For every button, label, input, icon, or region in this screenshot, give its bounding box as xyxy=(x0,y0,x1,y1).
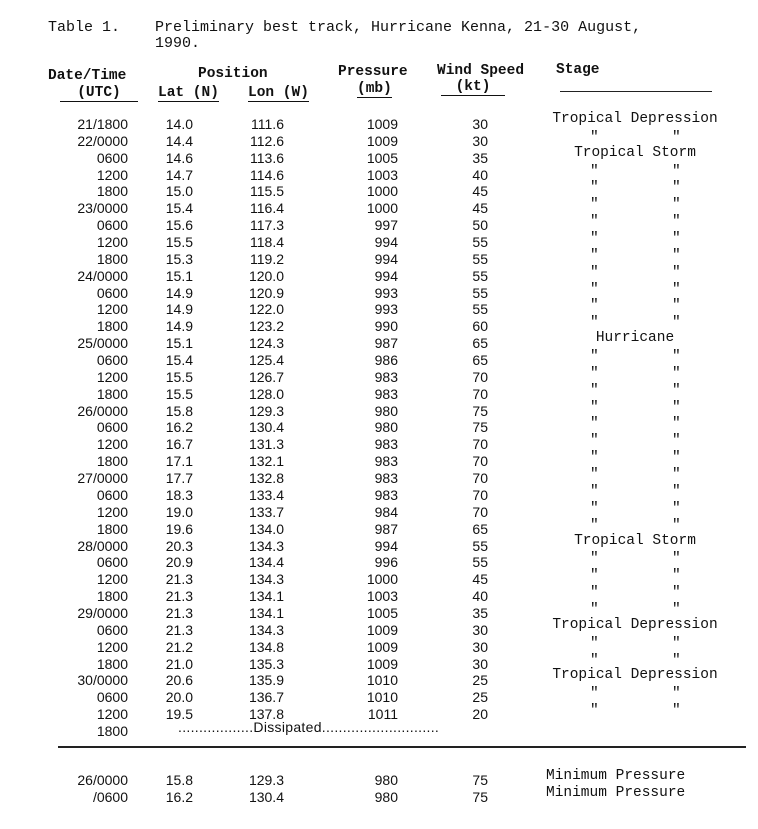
pressure-cell: 1010 xyxy=(366,689,398,705)
wind-cell: 35 xyxy=(472,605,488,621)
lon-cell: 115.5 xyxy=(250,183,284,199)
stage-cell: Minimum Pressure xyxy=(546,785,686,801)
wind-cell: 55 xyxy=(472,268,488,284)
stage-ditto-mark: " xyxy=(590,433,599,449)
date-time-cell: 0600 xyxy=(96,622,128,638)
lon-cell: 134.8 xyxy=(248,639,284,655)
date-time-cell: 1200 xyxy=(96,571,128,587)
wind-cell: 55 xyxy=(472,251,488,267)
wind-cell: 70 xyxy=(472,386,488,402)
stage-ditto-mark: " xyxy=(590,568,599,584)
lat-cell: 15.5 xyxy=(165,369,193,385)
wind-cell: 70 xyxy=(472,504,488,520)
lon-cell: 129.3 xyxy=(248,403,284,419)
lon-cell: 134.1 xyxy=(248,588,284,604)
wind-cell: 70 xyxy=(472,436,488,452)
pressure-cell: 994 xyxy=(374,538,398,554)
date-time-cell: 0600 xyxy=(96,285,128,301)
lon-cell: 134.0 xyxy=(248,521,284,537)
wind-cell: 70 xyxy=(472,453,488,469)
lat-cell: 16.2 xyxy=(165,789,193,805)
lon-cell: 123.2 xyxy=(248,318,284,334)
pressure-cell: 1000 xyxy=(366,571,398,587)
pressure-cell: 987 xyxy=(374,335,398,351)
stage-ditto-mark: " xyxy=(672,416,681,432)
stage-ditto-mark: " xyxy=(672,265,681,281)
pressure-cell: 983 xyxy=(374,369,398,385)
table-title-line2: 1990. xyxy=(155,35,201,52)
lat-cell: 21.2 xyxy=(165,639,193,655)
pressure-cell: 983 xyxy=(374,487,398,503)
lon-cell: 126.7 xyxy=(248,369,284,385)
pressure-cell: 984 xyxy=(374,504,398,520)
lat-cell: 15.8 xyxy=(165,772,193,788)
stage-ditto-mark: " xyxy=(672,248,681,264)
pressure-cell: 1009 xyxy=(366,639,398,655)
lon-cell: 111.6 xyxy=(251,116,284,132)
dissipated-text: ..................Dissipated............................ xyxy=(178,719,440,735)
pressure-cell: 980 xyxy=(374,403,398,419)
lon-cell: 132.8 xyxy=(248,470,284,486)
table-label: Table 1. xyxy=(48,19,121,36)
header-wind-speed: Wind Speed xyxy=(437,63,525,79)
wind-cell: 75 xyxy=(472,772,488,788)
date-time-cell: 1800 xyxy=(96,521,128,537)
date-time-cell: 27/0000 xyxy=(77,470,128,486)
date-time-cell: 1200 xyxy=(96,436,128,452)
wind-cell: 45 xyxy=(472,571,488,587)
lat-cell: 17.7 xyxy=(165,470,193,486)
stage-ditto-mark: " xyxy=(672,585,681,601)
lon-cell: 112.6 xyxy=(250,133,284,149)
lon-cell: 129.3 xyxy=(248,772,284,788)
stage-ditto-mark: " xyxy=(672,315,681,331)
stage-ditto-mark: " xyxy=(590,130,599,146)
lon-cell: 113.6 xyxy=(250,150,284,166)
pressure-cell: 994 xyxy=(374,251,398,267)
wind-cell: 20 xyxy=(472,706,488,722)
wind-cell: 30 xyxy=(472,133,488,149)
pressure-cell: 994 xyxy=(374,234,398,250)
stage-ditto-mark: " xyxy=(590,366,599,382)
pressure-cell: 986 xyxy=(374,352,398,368)
stage-ditto-mark: " xyxy=(672,214,681,230)
wind-cell: 75 xyxy=(472,419,488,435)
lat-cell: 21.0 xyxy=(165,656,193,672)
stage-cell: Tropical Storm xyxy=(574,533,696,549)
lat-cell: 19.6 xyxy=(165,521,193,537)
header-mb: (mb) xyxy=(357,81,392,97)
wind-cell: 75 xyxy=(472,789,488,805)
stage-ditto-mark: " xyxy=(672,703,681,719)
date-time-cell: 0600 xyxy=(96,689,128,705)
lat-cell: 21.3 xyxy=(165,622,193,638)
stage-ditto-mark: " xyxy=(672,653,681,669)
header-date-time: Date/Time xyxy=(48,68,127,84)
summary-divider xyxy=(58,746,746,748)
pressure-cell: 993 xyxy=(374,285,398,301)
date-time-cell: 24/0000 xyxy=(77,268,128,284)
lon-cell: 117.3 xyxy=(250,217,284,233)
lat-cell: 20.0 xyxy=(165,689,193,705)
stage-cell: Hurricane xyxy=(595,330,675,346)
lat-cell: 15.4 xyxy=(165,200,193,216)
stage-ditto-mark: " xyxy=(672,164,681,180)
lat-cell: 14.9 xyxy=(165,301,193,317)
lon-cell: 136.7 xyxy=(248,689,284,705)
pressure-cell: 990 xyxy=(374,318,398,334)
lat-cell: 21.3 xyxy=(165,588,193,604)
stage-ditto-mark: " xyxy=(590,484,599,500)
header-kt: (kt) xyxy=(441,79,505,96)
stage-ditto-mark: " xyxy=(672,383,681,399)
lon-cell: 134.1 xyxy=(248,605,284,621)
lat-cell: 21.3 xyxy=(165,571,193,587)
stage-ditto-mark: " xyxy=(672,366,681,382)
date-time-cell: 22/0000 xyxy=(77,133,128,149)
wind-cell: 50 xyxy=(472,217,488,233)
wind-cell: 45 xyxy=(472,183,488,199)
pressure-cell: 1009 xyxy=(366,133,398,149)
lon-cell: 135.9 xyxy=(248,672,284,688)
stage-cell: Tropical Depression xyxy=(552,617,718,633)
date-time-cell: 26/0000 xyxy=(77,772,128,788)
wind-cell: 55 xyxy=(472,285,488,301)
lat-cell: 19.0 xyxy=(165,504,193,520)
lon-cell: 120.0 xyxy=(248,268,284,284)
lat-cell: 14.6 xyxy=(165,150,193,166)
stage-ditto-mark: " xyxy=(590,214,599,230)
pressure-cell: 1005 xyxy=(366,605,398,621)
lon-cell: 130.4 xyxy=(248,419,284,435)
stage-ditto-mark: " xyxy=(590,180,599,196)
stage-ditto-mark: " xyxy=(590,703,599,719)
pressure-cell: 1011 xyxy=(367,706,398,722)
lon-cell: 131.3 xyxy=(248,436,284,452)
stage-ditto-mark: " xyxy=(590,231,599,247)
stage-ditto-mark: " xyxy=(672,551,681,567)
pressure-cell: 996 xyxy=(374,554,398,570)
date-time-cell: 21/1800 xyxy=(77,116,128,132)
wind-cell: 55 xyxy=(472,301,488,317)
stage-cell: Tropical Depression xyxy=(552,111,718,127)
stage-ditto-mark: " xyxy=(672,467,681,483)
lat-cell: 20.9 xyxy=(165,554,193,570)
pressure-cell: 1003 xyxy=(366,588,398,604)
lat-cell: 19.5 xyxy=(165,706,193,722)
lon-cell: 114.6 xyxy=(250,167,284,183)
stage-ditto-mark: " xyxy=(672,130,681,146)
header-lon: Lon (W) xyxy=(248,85,309,101)
date-time-cell: 1800 xyxy=(96,453,128,469)
stage-ditto-mark: " xyxy=(590,636,599,652)
date-time-cell: 0600 xyxy=(96,554,128,570)
lat-cell: 15.5 xyxy=(165,386,193,402)
stage-cell: Tropical Storm xyxy=(574,145,696,161)
stage-ditto-mark: " xyxy=(672,180,681,196)
pressure-cell: 980 xyxy=(374,789,398,805)
stage-ditto-mark: " xyxy=(590,467,599,483)
wind-cell: 25 xyxy=(472,672,488,688)
stage-ditto-mark: " xyxy=(672,433,681,449)
stage-ditto-mark: " xyxy=(672,602,681,618)
lat-cell: 14.0 xyxy=(165,116,193,132)
wind-cell: 70 xyxy=(472,487,488,503)
lon-cell: 119.2 xyxy=(250,251,284,267)
stage-ditto-mark: " xyxy=(672,298,681,314)
stage-ditto-mark: " xyxy=(672,518,681,534)
lat-cell: 15.0 xyxy=(165,183,193,199)
lat-cell: 21.3 xyxy=(165,605,193,621)
lon-cell: 122.0 xyxy=(248,301,284,317)
lon-cell: 132.1 xyxy=(248,453,284,469)
pressure-cell: 1003 xyxy=(366,167,398,183)
lon-cell: 124.3 xyxy=(248,335,284,351)
lon-cell: 134.3 xyxy=(248,571,284,587)
date-time-cell: 25/0000 xyxy=(77,335,128,351)
wind-cell: 70 xyxy=(472,470,488,486)
lon-cell: 118.4 xyxy=(250,234,284,250)
wind-cell: 55 xyxy=(472,538,488,554)
date-time-cell: 1800 xyxy=(96,318,128,334)
stage-ditto-mark: " xyxy=(590,602,599,618)
stage-ditto-mark: " xyxy=(590,282,599,298)
lat-cell: 14.7 xyxy=(165,167,193,183)
stage-ditto-mark: " xyxy=(590,416,599,432)
lat-cell: 20.3 xyxy=(165,538,193,554)
lon-cell: 120.9 xyxy=(248,285,284,301)
lat-cell: 15.1 xyxy=(165,335,193,351)
wind-cell: 55 xyxy=(472,554,488,570)
pressure-cell: 983 xyxy=(374,453,398,469)
date-time-cell: 1800 xyxy=(96,386,128,402)
date-time-cell: 1800 xyxy=(96,588,128,604)
lat-cell: 15.6 xyxy=(165,217,193,233)
stage-ditto-mark: " xyxy=(672,501,681,517)
stage-cell: Tropical Depression xyxy=(552,667,718,683)
stage-ditto-mark: " xyxy=(672,400,681,416)
lat-cell: 15.4 xyxy=(165,352,193,368)
wind-cell: 60 xyxy=(472,318,488,334)
wind-cell: 65 xyxy=(472,352,488,368)
wind-cell: 65 xyxy=(472,521,488,537)
stage-ditto-mark: " xyxy=(590,197,599,213)
pressure-cell: 1000 xyxy=(366,183,398,199)
lon-cell: 133.4 xyxy=(248,487,284,503)
date-time-cell: 0600 xyxy=(96,352,128,368)
date-time-cell: 28/0000 xyxy=(77,538,128,554)
date-time-cell: 1800 xyxy=(96,656,128,672)
stage-ditto-mark: " xyxy=(590,298,599,314)
stage-ditto-mark: " xyxy=(672,484,681,500)
pressure-cell: 987 xyxy=(374,521,398,537)
lat-cell: 15.1 xyxy=(165,268,193,284)
date-time-cell: /0600 xyxy=(92,789,128,805)
stage-ditto-mark: " xyxy=(672,197,681,213)
header-position: Position xyxy=(198,66,268,82)
table-title-line1: Preliminary best track, Hurricane Kenna, 21-30 August, xyxy=(155,19,642,36)
wind-cell: 30 xyxy=(472,656,488,672)
lon-cell: 128.0 xyxy=(248,386,284,402)
date-time-cell: 0600 xyxy=(96,419,128,435)
wind-cell: 40 xyxy=(472,588,488,604)
stage-ditto-mark: " xyxy=(672,636,681,652)
pressure-cell: 1009 xyxy=(366,622,398,638)
date-time-cell: 1200 xyxy=(96,639,128,655)
stage-ditto-mark: " xyxy=(590,164,599,180)
lat-cell: 18.3 xyxy=(165,487,193,503)
pressure-cell: 994 xyxy=(374,268,398,284)
header-stage: Stage xyxy=(556,62,600,78)
wind-cell: 35 xyxy=(472,150,488,166)
header-pressure: Pressure xyxy=(338,64,408,80)
date-time-cell: 0600 xyxy=(96,217,128,233)
pressure-cell: 1005 xyxy=(366,150,398,166)
stage-ditto-mark: " xyxy=(590,653,599,669)
pressure-cell: 983 xyxy=(374,386,398,402)
date-time-cell: 1200 xyxy=(96,369,128,385)
wind-cell: 30 xyxy=(472,639,488,655)
lat-cell: 15.5 xyxy=(165,234,193,250)
pressure-cell: 1009 xyxy=(366,116,398,132)
lat-cell: 15.8 xyxy=(165,403,193,419)
wind-cell: 65 xyxy=(472,335,488,351)
header-lat: Lat (N) xyxy=(158,85,219,101)
pressure-cell: 983 xyxy=(374,470,398,486)
stage-ditto-mark: " xyxy=(590,585,599,601)
stage-ditto-mark: " xyxy=(590,400,599,416)
lon-cell: 134.3 xyxy=(248,622,284,638)
stage-ditto-mark: " xyxy=(672,231,681,247)
date-time-cell: 1200 xyxy=(96,167,128,183)
wind-cell: 30 xyxy=(472,622,488,638)
stage-ditto-mark: " xyxy=(590,315,599,331)
stage-ditto-mark: " xyxy=(590,383,599,399)
lat-cell: 14.9 xyxy=(165,285,193,301)
date-time-cell: 1200 xyxy=(96,234,128,250)
lat-cell: 14.4 xyxy=(165,133,193,149)
stage-ditto-mark: " xyxy=(590,349,599,365)
lon-cell: 125.4 xyxy=(248,352,284,368)
pressure-cell: 983 xyxy=(374,436,398,452)
lat-cell: 20.6 xyxy=(165,672,193,688)
stage-ditto-mark: " xyxy=(590,248,599,264)
pressure-cell: 980 xyxy=(374,419,398,435)
stage-ditto-mark: " xyxy=(672,282,681,298)
lat-cell: 16.7 xyxy=(165,436,193,452)
date-time-cell: 1800 xyxy=(96,183,128,199)
stage-cell: Minimum Pressure xyxy=(546,768,686,784)
stage-ditto-mark: " xyxy=(672,568,681,584)
pressure-cell: 997 xyxy=(374,217,398,233)
date-time-cell: 1200 xyxy=(96,301,128,317)
date-time-cell: 26/0000 xyxy=(77,403,128,419)
stage-ditto-mark: " xyxy=(672,686,681,702)
stage-ditto-mark: " xyxy=(590,686,599,702)
lon-cell: 130.4 xyxy=(248,789,284,805)
wind-cell: 40 xyxy=(472,167,488,183)
pressure-cell: 993 xyxy=(374,301,398,317)
wind-cell: 75 xyxy=(472,403,488,419)
pressure-cell: 1010 xyxy=(366,672,398,688)
lat-cell: 14.9 xyxy=(165,318,193,334)
header-utc: (UTC) xyxy=(60,85,138,102)
stage-ditto-mark: " xyxy=(590,501,599,517)
pressure-cell: 1000 xyxy=(366,200,398,216)
wind-cell: 55 xyxy=(472,234,488,250)
stage-ditto-mark: " xyxy=(672,349,681,365)
lon-cell: 134.4 xyxy=(248,554,284,570)
lon-cell: 134.3 xyxy=(248,538,284,554)
date-time-cell: 1800 xyxy=(96,723,128,739)
date-time-cell: 0600 xyxy=(96,487,128,503)
lat-cell: 17.1 xyxy=(165,453,193,469)
date-time-cell: 29/0000 xyxy=(77,605,128,621)
date-time-cell: 1800 xyxy=(96,251,128,267)
date-time-cell: 30/0000 xyxy=(77,672,128,688)
lat-cell: 16.2 xyxy=(165,419,193,435)
date-time-cell: 23/0000 xyxy=(77,200,128,216)
stage-ditto-mark: " xyxy=(590,450,599,466)
wind-cell: 70 xyxy=(472,369,488,385)
lon-cell: 116.4 xyxy=(250,200,284,216)
lon-cell: 137.8 xyxy=(248,706,284,722)
lon-cell: 135.3 xyxy=(248,656,284,672)
stage-underline xyxy=(560,91,712,92)
lat-cell: 15.3 xyxy=(165,251,193,267)
stage-ditto-mark: " xyxy=(590,551,599,567)
pressure-cell: 1009 xyxy=(366,656,398,672)
stage-ditto-mark: " xyxy=(590,265,599,281)
pressure-cell: 980 xyxy=(374,772,398,788)
date-time-cell: 0600 xyxy=(96,150,128,166)
wind-cell: 25 xyxy=(472,689,488,705)
wind-cell: 45 xyxy=(472,200,488,216)
date-time-cell: 1200 xyxy=(96,504,128,520)
stage-ditto-mark: " xyxy=(590,518,599,534)
wind-cell: 30 xyxy=(472,116,488,132)
stage-ditto-mark: " xyxy=(672,450,681,466)
date-time-cell: 1200 xyxy=(96,706,128,722)
lon-cell: 133.7 xyxy=(248,504,284,520)
